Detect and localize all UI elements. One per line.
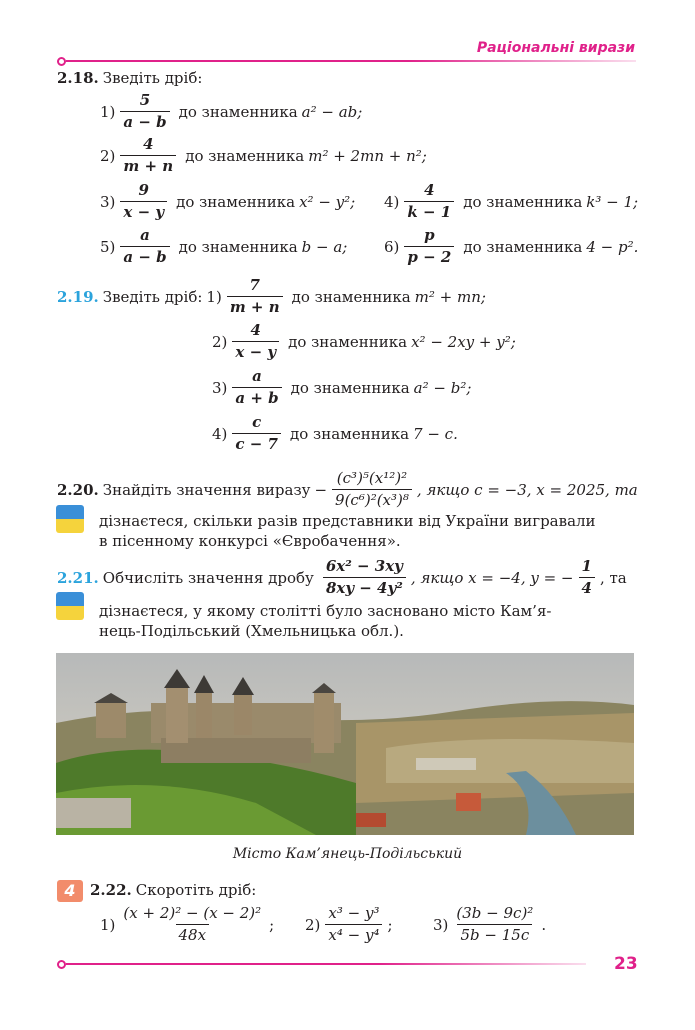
item-expression: x² − y²; — [299, 192, 356, 211]
denominator: k − 1 — [404, 201, 454, 221]
list-item — [305, 905, 393, 944]
denominator: a − b — [120, 111, 169, 131]
item-label: 1) — [100, 915, 116, 934]
problem-text-line: нець-Подільський (Хмельницька обл.). — [99, 622, 404, 640]
fraction — [404, 227, 454, 266]
header-rule-dot — [57, 57, 66, 66]
problem-number: 2.20. — [57, 480, 99, 499]
item-label: 4) — [212, 424, 228, 443]
item-text: до знаменника — [463, 192, 583, 211]
photo-caption: Місто Кам’янець-Подільський — [232, 846, 463, 862]
problem-2-19-heading — [57, 277, 486, 316]
item-text: до знаменника — [178, 102, 298, 121]
footer-rule-dot — [57, 960, 66, 969]
item-text: до знаменника — [463, 237, 583, 256]
denominator: a − b — [120, 246, 169, 266]
problem-text-line: в пісенному конкурсі «Євробачення». — [99, 532, 401, 550]
denominator: p − 2 — [404, 246, 454, 266]
denominator: 5b − 15c — [457, 924, 532, 944]
problem-title: Зведіть дріб: — [102, 69, 203, 87]
numerator: 4 — [250, 321, 261, 339]
denominator: x − y — [232, 341, 279, 361]
denominator: 9(c⁶)²(x³)⁸ — [332, 489, 412, 509]
item-text: до знаменника — [185, 146, 305, 165]
item-text: до знаменника — [290, 378, 410, 397]
problem-2-18-heading — [57, 69, 206, 87]
item-label: 4) — [384, 192, 400, 211]
fraction — [120, 182, 167, 221]
list-item — [212, 322, 516, 361]
item-label: 2) — [212, 332, 228, 351]
item-label: 3) — [212, 378, 228, 397]
item-text: до знаменника — [288, 332, 408, 351]
numerator: 1 — [581, 557, 592, 575]
difficulty-level-badge: 4 — [57, 880, 83, 902]
numerator: (x + 2)² − (x − 2)² — [123, 904, 262, 922]
numerator: 6x² − 3xy — [325, 557, 403, 575]
problem-2-21-heading — [57, 558, 627, 597]
list-item — [100, 136, 427, 175]
fraction — [404, 182, 454, 221]
item-end: ; — [387, 915, 393, 934]
item-text: до знаменника — [176, 192, 296, 211]
fraction — [332, 470, 412, 509]
item-expression: 7 − c. — [413, 424, 458, 443]
item-label: 1) — [206, 287, 222, 306]
fraction — [232, 322, 279, 361]
list-item — [100, 905, 274, 944]
item-label: 2) — [100, 146, 116, 165]
item-label: 3) — [100, 192, 116, 211]
numerator: c — [252, 413, 262, 431]
list-item — [100, 227, 347, 266]
denominator: m + n — [227, 296, 283, 316]
fraction — [120, 92, 169, 131]
fraction — [227, 277, 283, 316]
problem-lead: Знайдіть значення виразу — [102, 480, 311, 499]
denominator: c − 7 — [232, 433, 281, 453]
item-text: до знаменника — [178, 237, 298, 256]
page-number: 23 — [614, 954, 638, 974]
item-expression: x² − 2xy + y²; — [411, 332, 516, 351]
fraction — [120, 227, 169, 266]
fraction — [120, 905, 264, 944]
fraction — [453, 905, 536, 944]
fraction — [120, 136, 176, 175]
numerator: a — [252, 367, 262, 385]
fraction — [232, 414, 281, 453]
problem-number: 2.21. — [57, 568, 99, 587]
item-label: 2) — [305, 915, 321, 934]
list-item — [212, 414, 458, 453]
minus-sign: − — [314, 480, 328, 499]
problem-2-22-heading — [90, 881, 260, 899]
list-item — [384, 227, 638, 266]
item-label: 6) — [384, 237, 400, 256]
problem-title: Зведіть дріб: — [102, 287, 203, 306]
item-expression: a² − ab; — [301, 102, 363, 121]
item-label: 5) — [100, 237, 116, 256]
ukraine-flag-icon — [56, 592, 84, 620]
denominator: m + n — [120, 155, 176, 175]
list-item — [212, 368, 471, 407]
denominator: a + b — [232, 387, 281, 407]
item-expression: m² + mn; — [414, 287, 486, 306]
item-text: до знаменника — [291, 287, 411, 306]
ukraine-flag-icon — [56, 505, 84, 533]
numerator: 4 — [424, 181, 435, 199]
numerator: p — [424, 226, 435, 244]
denominator: 8xy − 4y² — [323, 577, 406, 597]
problem-condition-end: , та — [599, 568, 627, 587]
item-text: до знаменника — [290, 424, 410, 443]
fraction — [232, 368, 281, 407]
numerator: x³ − y³ — [328, 904, 380, 922]
fraction — [325, 905, 382, 944]
list-item — [100, 182, 355, 221]
denominator: x⁴ − y⁴ — [325, 924, 382, 944]
footer-rule — [66, 963, 586, 965]
item-end: ; — [269, 915, 275, 934]
item-expression: a² − b²; — [413, 378, 472, 397]
problem-condition: , якщо x = −4, y = − — [410, 568, 574, 587]
numerator: (3b − 9c)² — [456, 904, 534, 922]
problem-number: 2.22. — [90, 881, 132, 899]
item-end: . — [541, 915, 547, 934]
denominator: 48x — [176, 924, 210, 944]
problem-lead: Обчисліть значення дробу — [102, 568, 314, 587]
fraction — [579, 558, 595, 597]
problem-text-line: дізнаєтеся, у якому столітті було засновано місто Кам’я- — [99, 602, 552, 620]
numerator: a — [140, 226, 150, 244]
problem-text-line: дізнаєтеся, скільки разів представники від України вигравали — [99, 512, 596, 530]
item-label: 3) — [433, 915, 449, 934]
denominator: 4 — [579, 577, 595, 597]
denominator: x − y — [120, 201, 167, 221]
problem-title: Скоротіть дріб: — [135, 881, 257, 899]
item-label: 1) — [100, 102, 116, 121]
fraction — [323, 558, 406, 597]
header-title: Раціональні вирази — [476, 40, 635, 56]
numerator: 4 — [143, 135, 154, 153]
list-item — [100, 92, 362, 131]
item-expression: m² + 2mn + n²; — [308, 146, 427, 165]
header-rule — [66, 60, 636, 62]
problem-condition: , якщо c = −3, x = 2025, та — [416, 480, 638, 499]
numerator: 5 — [139, 91, 151, 109]
numerator: (c³)⁵(x¹²)² — [336, 469, 408, 487]
list-item — [433, 905, 546, 944]
item-expression: k³ − 1; — [586, 192, 639, 211]
kamianets-podilskyi-photo — [56, 653, 634, 835]
numerator: 7 — [249, 276, 260, 294]
problem-number: 2.19. — [57, 287, 99, 306]
problem-number: 2.18. — [57, 69, 99, 87]
problem-2-20-heading — [57, 470, 638, 509]
list-item — [384, 182, 638, 221]
numerator: 9 — [138, 181, 149, 199]
item-expression: b − a; — [301, 237, 348, 256]
item-expression: 4 − p². — [586, 237, 639, 256]
